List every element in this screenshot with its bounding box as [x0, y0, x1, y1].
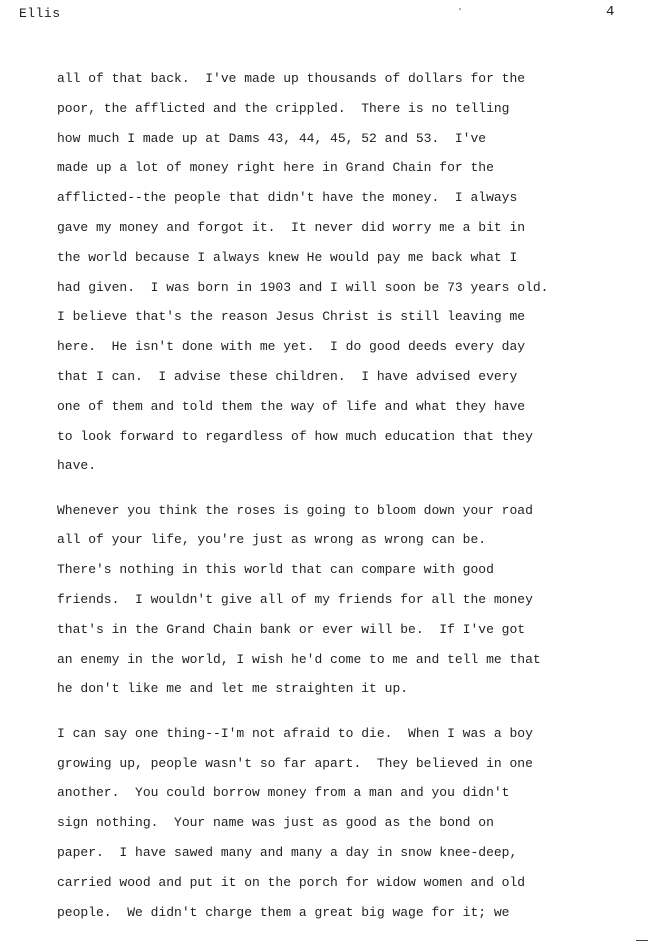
text-line: poor, the afflicted and the crippled. There is no telling: [57, 100, 510, 116]
paragraph: [57, 64, 637, 481]
text-line: here. He isn't done with me yet. I do good deeds every day: [57, 339, 526, 355]
text-line: that I can. I advise these children. I have advised every: [57, 368, 518, 384]
text-line: There's nothing in this world that can compare with good: [57, 562, 494, 578]
text-line: all of that back. I've made up thousands of dollars for the: [57, 71, 526, 86]
text-line: made up a lot of money right here in Grand Chain for the: [57, 160, 494, 176]
text-line: carried wood and put it on the porch for widow women and old: [57, 874, 526, 890]
text-line: I can say one thing--I'm not afraid to die. When I was a boy: [57, 725, 533, 741]
paragraph: [57, 496, 637, 705]
document-body: [57, 64, 637, 927]
text-line: growing up, people wasn't so far apart. They believed in one: [57, 755, 533, 771]
text-line: that's in the Grand Chain bank or ever will be. If I've got: [57, 621, 526, 637]
text-line: an enemy in the world, I wish he'd come to me and tell me that: [57, 651, 541, 667]
text-line: afflicted--the people that didn't have the money. I always: [57, 190, 518, 206]
text-line: friends. I wouldn't give all of my friends for all the money: [57, 592, 533, 608]
text-line: to look forward to regardless of how much education that they: [57, 428, 533, 444]
text-line: had given. I was born in 1903 and I will soon be 73 years old.: [57, 279, 549, 295]
paragraph-spacer: [57, 481, 637, 496]
text-line: sign nothing. Your name was just as good as the bond on: [57, 815, 494, 831]
text-line: I believe that's the reason Jesus Christ is still leaving me: [57, 309, 526, 325]
text-line: the world because I always knew He would pay me back what I: [57, 249, 518, 265]
page-number: 4: [606, 4, 615, 20]
text-line: Whenever you think the roses is going to bloom down your road: [57, 502, 533, 518]
text-line: gave my money and forgot it. It never did worry me a bit in: [57, 219, 526, 235]
text-line: paper. I have sawed many and many a day in snow knee-deep,: [57, 844, 518, 860]
text-line: all of your life, you're just as wrong as wrong can be.: [57, 532, 487, 548]
text-line: another. You could borrow money from a man and you didn't: [57, 785, 510, 801]
page-header-name: Ellis: [19, 6, 61, 21]
scan-speck: [459, 8, 461, 10]
paragraph: [57, 719, 637, 928]
text-line: he don't like me and let me straighten it up.: [57, 681, 409, 697]
text-line: have.: [57, 458, 97, 474]
paragraph-spacer: [57, 704, 637, 719]
text-line: how much I made up at Dams 43, 44, 45, 52 and 53. I've: [57, 130, 487, 146]
text-line: one of them and told them the way of life and what they have: [57, 398, 526, 414]
text-line: people. We didn't charge them a great big wage for it; we: [57, 904, 510, 920]
margin-mark: [636, 940, 648, 941]
